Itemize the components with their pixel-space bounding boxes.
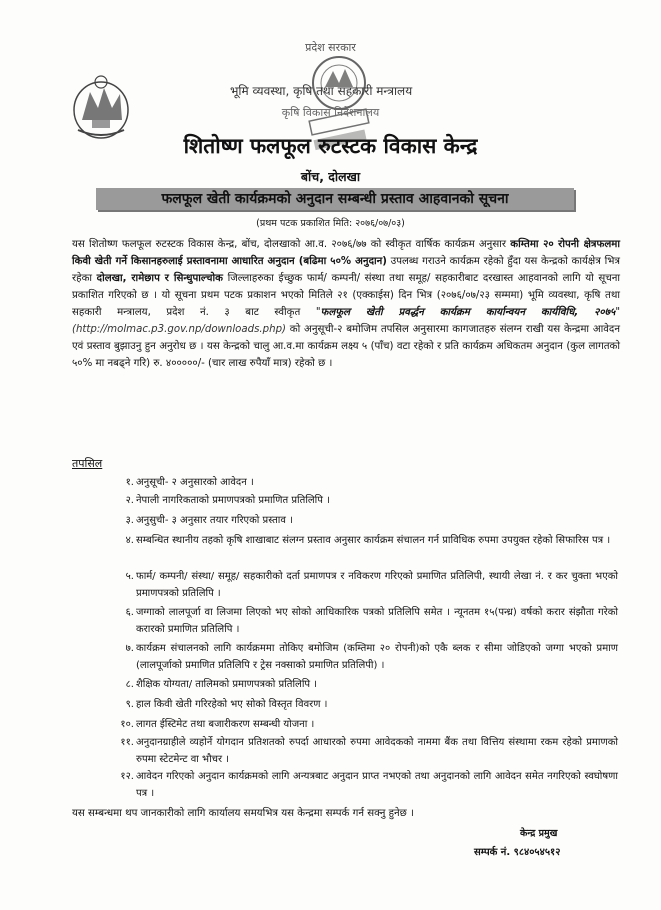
list-item-number: ११. [120, 737, 134, 748]
list-item-text: फार्म/ कम्पनी/ संस्था/ समूह/ सहकारीको दर्ता प्रमाणपत्र र नविकरण गरिएको प्रमाणित प्रतिलिपी, स्थायी लेखा नं. र कर चुक्ता भएको प्रमाणपत्रको प्रतिलिपि । [136, 571, 618, 599]
list-item-number: ३. [125, 515, 134, 526]
list-item-number: ८. [125, 679, 134, 690]
list-item-text: लागत ईस्टिमेट तथा बजारीकरण सम्बन्धी योजना । [136, 719, 315, 730]
list-item-text: नेपाली नागरिकताको प्रमाणपत्रको प्रमाणित प्रतिलिपि । [136, 495, 330, 506]
signatory-title: केन्द्र प्रमुख [520, 828, 558, 839]
intro-text: को अनुसूची-२ बमोजिम तपसिल अनुसारमा कागजातहरु संलग्न राखी यस केन्द्रमा आवेदन एवं प्रस्ताव बुझाउनु हुन अनुरोध छ । यस केन्द्रको चालु आ.व.मा कार्यक्रम लक्ष्य ५ (पाँच) वटा रहेको र प्रति कार्यक्रम अधिकतम अनुदान (कुल लागतको ५०% मा नबढ्ने गरि) रु. ४०००००/- (चार लाख रुपैयाँ मात्र) रहेको छ । [72, 324, 620, 369]
closing-paragraph: यस सम्बन्धमा थप जानकारीको लागि कार्यालय समयभित्र यस केन्द्रमा सम्पर्क गर्न सक्नु हुनेछ । [72, 808, 414, 819]
ministry-name: भूमि व्यवस्था, कृषि तथा सहकारी मन्त्रालय [230, 84, 413, 98]
list-item-number: २. [125, 495, 134, 506]
intro-text: यस शितोष्ण फलफूल रुटस्टक विकास केन्द्र, बोंच, दोलखाको आ.व. २०७६/७७ को स्वीकृत वार्षिक कार्यक्रम अनुसार [72, 239, 511, 250]
center-location: बोंच, दोलखा [300, 169, 361, 184]
center-name: शितोष्ण फलफूल रुटस्टक विकास केन्द्र [183, 134, 478, 158]
list-item-text: आवेदन गरिएको अनुदान कार्यक्रमको लागि अन्यत्रबाट अनुदान प्राप्त नभएको तथा अनुदानको लागि आवेदन समेत नगरिएको स्वघोषणा पत्र । [136, 771, 618, 799]
list-item-text: कार्यक्रम संचालनको लागि कार्यक्रममा तोकिए बमोजिम (कम्तिमा २० रोपनी)को एकै ब्लक र सीमा जोडिएको जग्गा भएको प्रमाण (लालपूर्जाको प्रमाणित प्रतिलिपि र ट्रेस नक्साको प्रमाणित प्रतिलिपी) । [136, 643, 618, 671]
list-item-number: १२. [120, 771, 134, 782]
intro-paragraph [72, 236, 620, 372]
list-item-number: ४. [125, 535, 134, 546]
list-item-text: अनुदानग्राहीले व्यहोर्ने योगदान प्रतिशतको रुपर्दा आधारको रुपमा आवेदकको नाममा बैंक तथा वित्तिय संस्थामा रकम रहेको प्रमाणको रुपमा स्टेटमेन्ट वा भौचर । [136, 737, 618, 765]
intro-text: उपलब्ध गराउने कार्यक्रम रहेको हुँदा यस केन्द्रको कार्यक्षेत्र भित्र रहेका [72, 256, 620, 284]
list-item-number: ९. [125, 699, 134, 710]
contact-number: सम्पर्क नं. ९८४०५४५१२ [474, 847, 561, 858]
department-name: कृषि विकास निर्देशनालय [281, 106, 380, 119]
government-label: प्रदेश सरकार [305, 41, 356, 54]
list-item-text: जग्गाको लालपूर्जा वा लिजमा लिएको भए सोको आधिकारिक पत्रको प्रतिलिपि समेत । न्यूनतम १५(पन्ध्र) वर्षको करार संझौता गरेको करारको प्रमाणित प्रतिलिपि । [136, 607, 618, 635]
list-item-text: शैक्षिक योग्यता/ तालिमको प्रमाणपत्रको प्रतिलिपि । [136, 679, 318, 690]
intro-procedure-title: फलफूल खेती प्रवर्द्धन कार्यक्रम कार्यान्वयन कार्यविधि, २०७५ [320, 307, 616, 318]
list-item-text: हाल किवी खेती गरिरहेको भए सोको विस्तृत विवरण । [136, 699, 328, 710]
intro-text: " [615, 307, 620, 318]
list-item-number: ६. [125, 607, 134, 618]
intro-text: जिल्लाहरुका ईच्छुक फार्म/ कम्पनी/ संस्था तथा समूह/ सहकारीबाट दरखास्त आहवानको लागि यो सूचना प्रकाशित गरिएको छ । यो सूचना प्रथम पटक प्रकाशन भएको मितिले २१ (एक्काईस) दिन भित्र (२०७६/०७/२३ सम्ममा) भूमि व्यवस्था, कृषि तथा सहकारी मन्त्रालय, प्रदेश नं. ३ बाट स्वीकृत " [72, 273, 621, 318]
list-item-number: १. [125, 477, 134, 488]
intro-bold-districts: दोलखा, रामेछाप र सिन्धुपाल्चोक [96, 273, 223, 284]
list-heading: तपसिल [72, 457, 103, 470]
list-item-number: ७. [125, 643, 134, 654]
list-item-number: ५. [125, 571, 134, 582]
list-item-number: १०. [120, 719, 134, 730]
list-item-text: सम्बन्धित स्थानीय तहको कृषि शाखाबाट संलग्न प्रस्ताव अनुसार कार्यक्रम संचालन गर्न प्राविधिक रुपमा उपयुक्त रहेको सिफारिस पत्र । [136, 535, 611, 546]
list-item-text: अनुसूची- २ अनुसारको आवेदन । [136, 477, 254, 488]
publication-date: (प्रथम पटक प्रकाशित मिति: २०७६/०७/०३) [256, 218, 405, 229]
notice-title: फलफूल खेती कार्यक्रमको अनुदान सम्बन्धी प्रस्ताव आहवानको सूचना [96, 188, 574, 210]
intro-bold-subsidy: कम्तिमा २० रोपनी क्षेत्रफलमा किवी खेती गर्ने किसानहरुलाई प्रस्तावनामा आधारित अनुदान (बढिमा ५०% अनुदान) [72, 239, 621, 267]
list-item-text: अनुसुची- ३ अनुसार तयार गरिएको प्रस्ताव । [136, 515, 293, 526]
downloads-link[interactable]: (http://molmac.p3.gov.np/downloads.php) [72, 324, 287, 335]
